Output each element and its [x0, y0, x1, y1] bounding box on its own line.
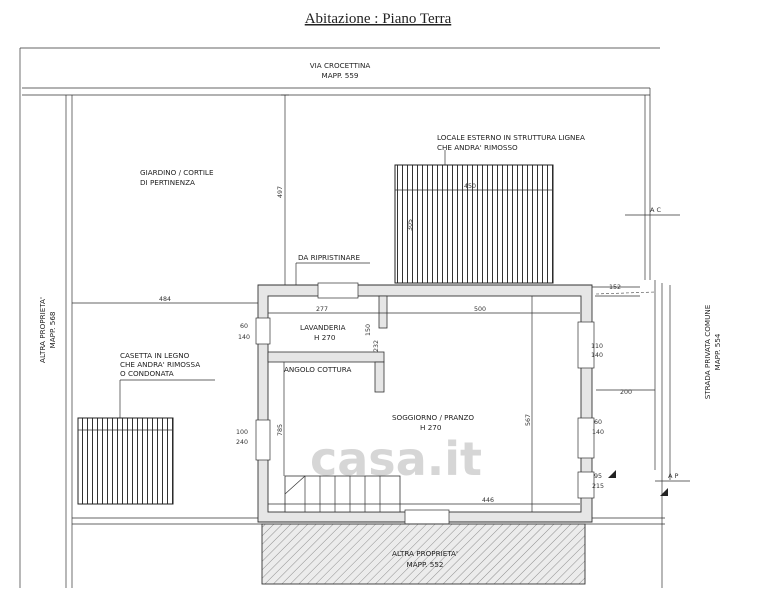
dim-95-right: 95 [594, 473, 603, 480]
garden-sub-label: DI PERTINENZA [140, 178, 195, 187]
svg-text:785: 785 [277, 423, 284, 437]
right-street-mapp: MAPP. 554 [713, 333, 722, 371]
wood-shed-sub1: CHE ANDRA' RIMOSSA [120, 360, 201, 369]
garden-label: GIARDINO / CORTILE [140, 168, 214, 177]
wood-shed [78, 418, 173, 504]
dim-60-right: 60 [594, 419, 603, 426]
dim-140-right: 140 [591, 352, 604, 359]
svg-text:500: 500 [473, 306, 487, 313]
left-property-mapp: MAPP. 568 [48, 311, 57, 349]
svg-text:277: 277 [315, 306, 329, 313]
room-laundry-label: LAVANDERIA [300, 323, 346, 332]
watermark-logo: casa.it [310, 432, 482, 486]
wood-shed-sub2: O CONDONATA [120, 369, 174, 378]
plan-title: Abitazione : Piano Terra [304, 11, 452, 27]
room-living-height: H 270 [420, 423, 442, 432]
dim-140-left: 140 [238, 334, 251, 341]
external-room-sub-label: CHE ANDRA' RIMOSSO [437, 143, 518, 152]
section-ac-marker [625, 206, 680, 215]
bottom-property-label: ALTRA PROPRIETA' [392, 549, 458, 558]
svg-text:A P: A P [668, 472, 679, 480]
svg-text:567: 567 [525, 413, 532, 427]
da-ripristinare-label: DA RIPRISTINARE [298, 253, 361, 262]
dim-140-right-2: 140 [592, 429, 605, 436]
dim-100-left: 100 [236, 429, 249, 436]
svg-text:A C: A C [650, 206, 662, 214]
street-top-label: VIA CROCETTINA [309, 61, 371, 70]
svg-text:450: 450 [463, 183, 477, 190]
svg-text:446: 446 [481, 497, 495, 504]
external-wooden-room [395, 150, 553, 283]
dim-60-left: 60 [240, 323, 249, 330]
svg-text:484: 484 [158, 296, 172, 303]
room-kitchen-label: ANGOLO COTTURA [284, 365, 352, 374]
external-room-label: LOCALE ESTERNO IN STRUTTURA LIGNEA [437, 133, 585, 142]
room-laundry-height: H 270 [314, 333, 336, 342]
section-ap-marker [608, 470, 690, 496]
dim-215-right: 215 [592, 483, 605, 490]
dimension-497 [277, 95, 289, 285]
svg-text:150: 150 [365, 323, 372, 337]
left-property-label: ALTRA PROPRIETA' [38, 297, 47, 363]
room-living-label: SOGGIORNO / PRANZO [392, 413, 475, 422]
svg-text:305: 305 [407, 218, 414, 232]
svg-text:200: 200 [619, 389, 633, 396]
dim-240-left: 240 [236, 439, 249, 446]
dim-110-right: 110 [591, 343, 604, 350]
right-street-label: STRADA PRIVATA COMUNE [703, 304, 712, 400]
bottom-property-mapp: MAPP. 552 [406, 560, 444, 569]
svg-text:232: 232 [373, 339, 380, 353]
wood-shed-label: CASETTA IN LEGNO [120, 351, 190, 360]
street-top-mapp: MAPP. 559 [321, 71, 359, 80]
svg-text:497: 497 [277, 185, 284, 199]
dimension-484 [72, 296, 258, 303]
svg-text:152: 152 [608, 284, 622, 291]
